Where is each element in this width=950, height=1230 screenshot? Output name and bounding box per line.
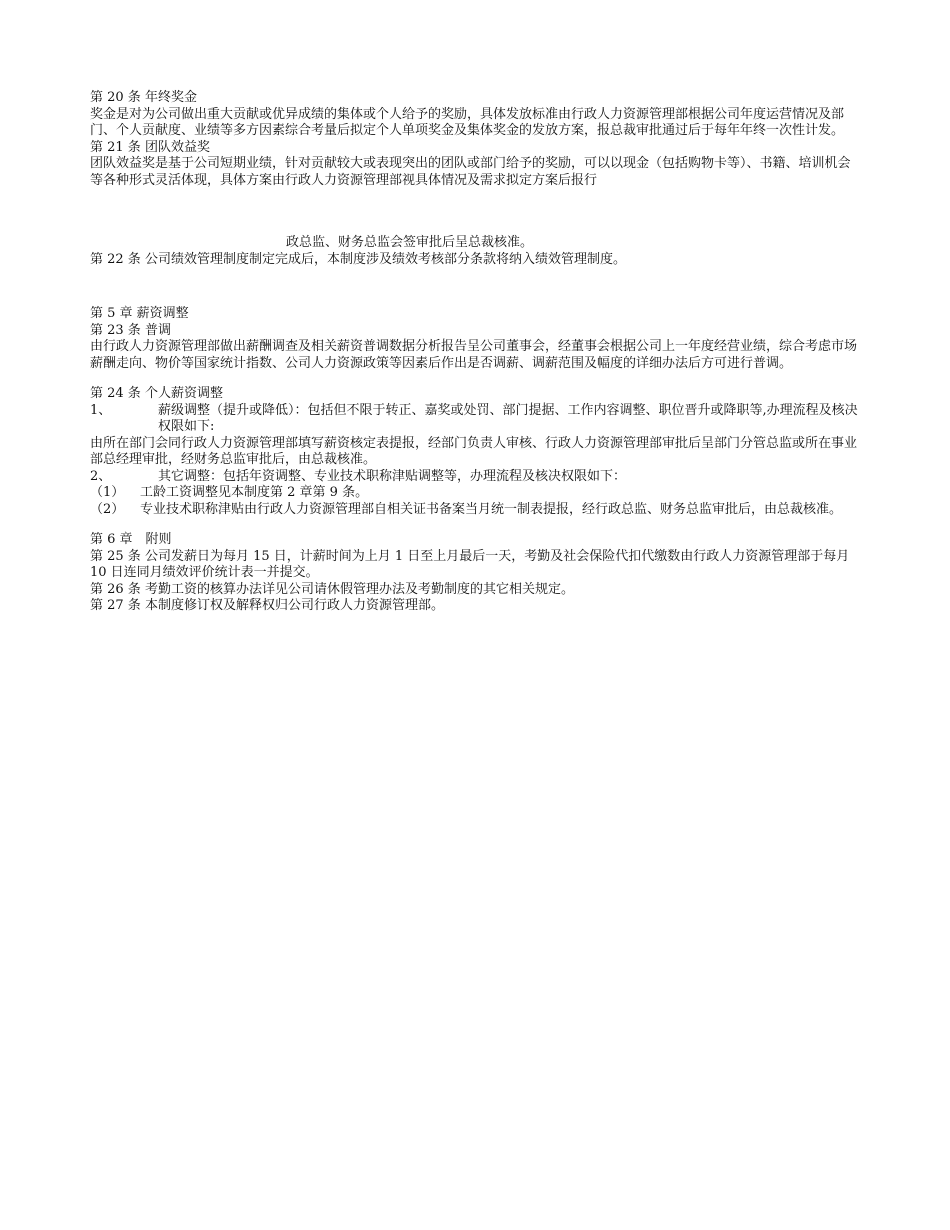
article-25-text: 第 25 条 公司发薪日为每月 15 日，计薪时间为上月 1 日至上月最后一天，考勤及社会保险代扣代缴数由行政人力资源管理部于每月 10 日连同月绩效评价统计表一并提交。 [90,548,850,580]
article-27-text: 第 27 条 本制度修订权及解释权归公司行政人力资源管理部。 [90,598,444,613]
list-item [90,403,860,436]
spacer [90,372,860,386]
article-20-heading: 第 20 条 年终奖金 [90,90,197,105]
sub-list-item [90,485,860,502]
article-21-continuation: 政总监、财务总监会签审批后呈总裁核准。 [286,235,534,250]
article-22-text: 第 22 条 公司绩效管理制度制定完成后，本制度涉及绩效考核部分条款将纳入绩效管理制度。 [90,251,626,267]
spacer [90,268,860,306]
sub-list-item-text: 工龄工资调整见本制度第 2 章第 9 条。 [140,485,369,500]
list-item-body: 由所在部门会同行政人力资源管理部填写薪资核定表提报，经部门负责人审核、行政人力资源管理部审批后呈部门分管总监或所在事业部总经理审批，经财务总监审批后，由总裁核准。 [90,435,858,467]
article-23-body: 由行政人力资源管理部做出薪酬调查及相关薪资普调数据分析报告呈公司董事会，经董事会根据公司上一年度经营业绩，综合考虑市场薪酬走向、物价等国家统计指数、公司人力资源政策等因素后作出是否调薪、调薪范围及幅度的详细办法后方可进行普调。 [90,339,858,371]
article-21-body: 团队效益奖是基于公司短期业绩，针对贡献较大或表现突出的团队或部门给予的奖励，可以以现金（包括购物卡等）、书籍、培训机会等各种形式灵活体现，具体方案由行政人力资源管理部视具体情况及需求拟定方案后报行 [90,156,851,188]
spacer [90,189,860,235]
list-item-number: 1、 [90,402,112,418]
article-24-heading: 第 24 条 个人薪资调整 [90,386,223,401]
sub-list-item-text: 专业技术职称津贴由行政人力资源管理部自相关证书备案当月统一制表提报，经行政总监、财务总监审批后，由总裁核准。 [140,501,843,517]
list-item-text: 其它调整：包括年资调整、专业技术职称津贴调整等，办理流程及核决权限如下： [158,468,627,484]
list-item [90,469,860,486]
spacer [90,518,860,532]
sub-list-item-number: （2） [90,501,125,517]
chapter-5-heading: 第 5 章 薪资调整 [90,306,189,321]
article-23-heading: 第 23 条 普调 [90,322,171,338]
sub-list-item-number: （1） [90,485,125,500]
article-26-text: 第 26 条 考勤工资的核算办法详见公司请休假管理办法及考勤制度的其它相关规定。 [90,581,574,597]
article-21-heading: 第 21 条 团队效益奖 [90,139,210,155]
article-20-body: 奖金是对为公司做出重大贡献或优异成绩的集体或个人给予的奖励，具体发放标准由行政人力资源管理部根据公司年度运营情况及部门、个人贡献度、业绩等多方因素综合考量后拟定个人单项奖金及集体奖金的发放方案，报总裁审批通过后于每年年终一次性计发。 [90,106,845,138]
chapter-6-heading: 第 6 章 附则 [90,532,172,547]
list-item-text: 薪级调整（提升或降低）：包括但不限于转正、嘉奖或处罚、部门提据、工作内容调整、职位晋升或降职等,办理流程及核决权限如下: [158,402,858,434]
list-item-number: 2、 [90,468,112,484]
document-page [90,90,860,615]
sub-list-item [90,502,860,519]
